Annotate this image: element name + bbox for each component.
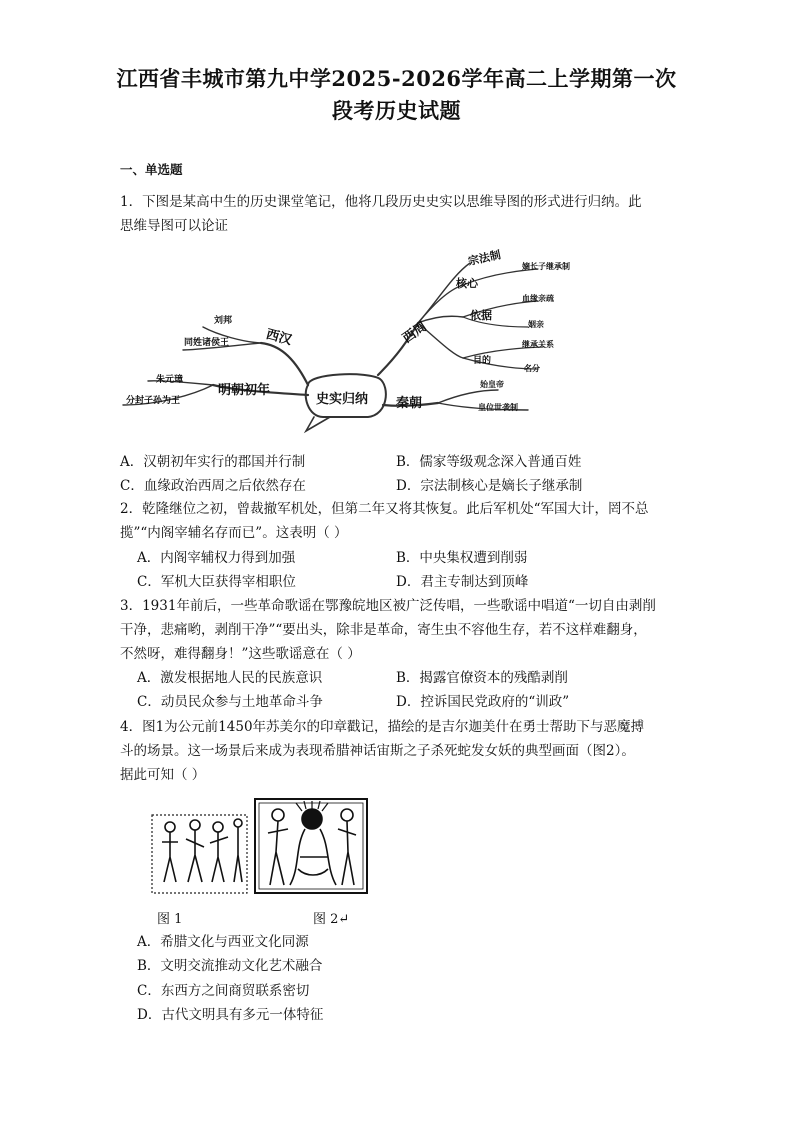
mm-yinqin: 姻亲	[528, 320, 544, 329]
mm-fenfeng: 分封子孙为王	[126, 396, 181, 406]
exam-title-line1: 江西省丰城市第九中学2025-2026学年高二上学期第一次	[116, 66, 677, 91]
mm-center-label: 史实归纳	[316, 392, 369, 407]
mm-shihuangdi: 始皇帝	[480, 380, 504, 389]
q4-option-c[interactable]: C．东西方之间商贸联系密切	[137, 983, 310, 999]
mm-huangwei: 皇位世袭制	[478, 403, 518, 412]
q2-option-d[interactable]: D．君主专制达到顶峰	[396, 574, 529, 590]
q3-option-d[interactable]: D．控诉国民党政府的“训政”	[396, 694, 570, 710]
mm-mudi: 目的	[473, 356, 492, 366]
q4-figures	[140, 797, 370, 897]
mm-liubang: 刘邦	[214, 316, 233, 326]
mm-xizhou: 西周	[400, 319, 430, 347]
q4-option-b[interactable]: B．文明交流推动文化艺术融合	[137, 958, 323, 974]
q1-option-c[interactable]: C．血缘政治西周之后依然存在	[120, 478, 306, 494]
q2-option-b[interactable]: B．中央集权遭到削弱	[396, 550, 528, 566]
figure-1-seal-image	[152, 815, 247, 893]
mm-jicheng: 继承关系	[522, 340, 554, 349]
q1-option-d[interactable]: D．宗法制核心是嫡长子继承制	[396, 478, 583, 494]
q2-option-a[interactable]: A．内阁宰辅权力得到加强	[137, 550, 296, 566]
mm-qinchao: 秦朝	[396, 396, 423, 411]
mm-zhuyuanzhang: 朱元璋	[156, 375, 184, 385]
q1-stem-line2: 思维导图可以论证	[120, 218, 228, 234]
exam-title-line2: 段考历史试题	[332, 98, 461, 123]
q4-stem-line2: 斗的场景。这一场景后来成为表现希腊神话宙斯之子杀死蛇发女妖的典型画面（图2）。	[120, 743, 635, 759]
mm-dizhang: 嫡长子继承制	[522, 262, 570, 271]
q2-stem-line2: 揽”“内阁宰辅名存而已”。这表明（ ）	[120, 525, 348, 541]
q3-option-a[interactable]: A．激发根据地人民的民族意识	[137, 670, 323, 686]
q3-stem-line3: 不然呀，难得翻身！”这些歌谣意在（ ）	[120, 646, 361, 662]
mm-mingchao: 明朝初年	[218, 383, 271, 398]
figure-1-label: 图 1	[157, 912, 183, 927]
section-heading: 一、单选题	[120, 162, 183, 177]
mind-map-figure	[118, 245, 598, 445]
mm-xihan: 西汉	[264, 327, 294, 349]
q3-option-c[interactable]: C．动员民众参与土地革命斗争	[137, 694, 323, 710]
q4-option-d[interactable]: D．古代文明具有多元一体特征	[137, 1007, 324, 1023]
figure-2-label: 图 2↵	[313, 912, 350, 927]
q1-stem-line1: 1．下图是某高中生的历史课堂笔记，他将几段历史史实以思维导图的形式进行归纳。此	[120, 194, 642, 210]
figure-2-relief-image	[255, 799, 367, 893]
mm-yiju: 依据	[470, 309, 492, 322]
q3-option-b[interactable]: B．揭露官僚资本的残酷剥削	[396, 670, 568, 686]
q4-stem-line3: 据此可知（ ）	[120, 767, 206, 783]
mm-hexin: 核心	[456, 277, 478, 290]
mm-mingfen: 名分	[524, 364, 540, 373]
q1-option-a[interactable]: A．汉朝初年实行的郡国并行制	[120, 454, 306, 470]
q2-option-c[interactable]: C．军机大臣获得宰相职位	[137, 574, 296, 590]
q3-stem-line2: 干净，悲痛哟，剥削干净”“要出头，除非是革命，寄生虫不容他生存，若不这样难翻身，	[120, 622, 647, 638]
q3-stem-line1: 3．1931年前后，一些革命歌谣在鄂豫皖地区被广泛传唱，一些歌谣中唱道“一切自由剥削	[120, 598, 656, 614]
q1-option-b[interactable]: B．儒家等级观念深入普通百姓	[396, 454, 582, 470]
q4-option-a[interactable]: A．希腊文化与西亚文化同源	[137, 934, 309, 950]
mm-zongfa: 宗法制	[466, 248, 502, 268]
q2-stem-line1: 2．乾隆继位之初，曾裁撤军机处，但第二年又将其恢复。此后军机处“军国大计，罔不总	[120, 501, 649, 517]
q4-stem-line1: 4．图1为公元前1450年苏美尔的印章戳记，描绘的是吉尔迦美什在勇士帮助下与恶魔搏	[120, 719, 645, 735]
mm-xueyuan: 血缘亲疏	[522, 294, 554, 303]
mm-tongxing: 同姓诸侯王	[184, 338, 230, 348]
